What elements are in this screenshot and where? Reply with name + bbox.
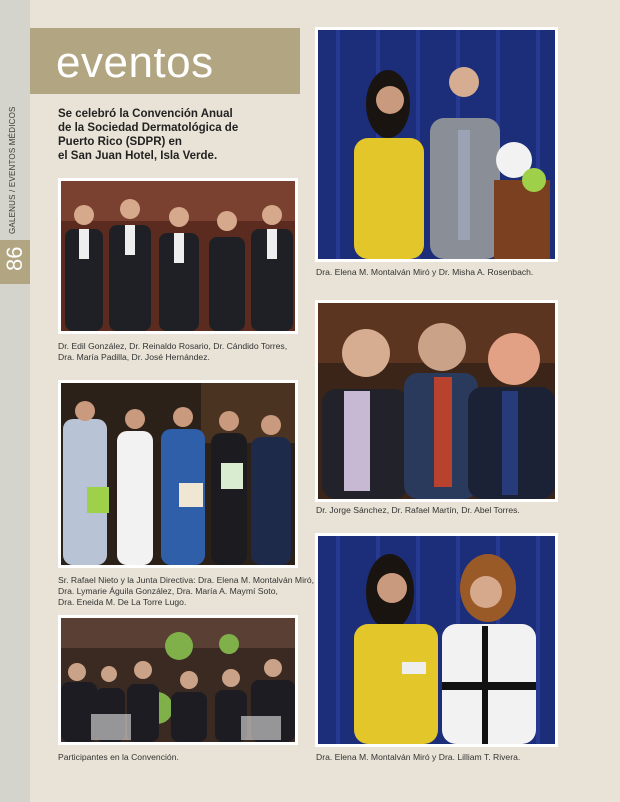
caption-photo-montalvan-rosenbach — [316, 267, 533, 278]
photo-board-group — [58, 380, 298, 568]
caption-line: Dra. Lymarie Águila González, Dra. María A. Maymí Soto, — [58, 586, 278, 596]
caption-photo-board-group — [58, 575, 314, 608]
caption-line: Dr. Jorge Sánchez, Dr. Rafael Martín, Dr. Abel Torres. — [316, 505, 520, 515]
caption-photo-three-doctors — [316, 505, 520, 516]
page-number: 86 — [2, 246, 27, 271]
caption-line: Dr. Edil González, Dr. Reinaldo Rosario, Dr. Cándido Torres, — [58, 341, 288, 351]
photo-participants — [58, 615, 298, 745]
caption-line: Sr. Rafael Nieto y la Junta Directiva: Dra. Elena M. Montalván Miró, — [58, 575, 315, 585]
caption-line: Dra. Elena M. Montalván Miró y Dra. Lilliam T. Rivera. — [316, 752, 521, 762]
section-title: eventos — [56, 38, 214, 87]
headline-line: el San Juan Hotel, Isla Verde. — [58, 150, 218, 162]
section-label: GALENUS / EVENTOS MÉDICOS — [8, 106, 17, 234]
caption-line: Dra. Eneida M. De La Torre Lugo. — [58, 597, 187, 607]
photo-group-five — [58, 178, 298, 334]
photo-three-doctors — [315, 300, 558, 502]
caption-photo-participants — [58, 752, 179, 763]
headline-line: Puerto Rico (SDPR) en — [58, 136, 182, 148]
caption-photo-montalvan-rivera — [316, 752, 520, 763]
headline-line: Se celebró la Convención Anual — [58, 108, 233, 120]
caption-line: Dra. María Padilla, Dr. José Hernández. — [58, 352, 210, 362]
photo-montalvan-rivera — [315, 533, 558, 747]
photo-montalvan-rosenbach — [315, 27, 558, 262]
caption-line: Participantes en la Convención. — [58, 752, 179, 762]
caption-line: Dra. Elena M. Montalván Miró y Dr. Misha A. Rosenbach. — [316, 267, 534, 277]
headline-line: de la Sociedad Dermatológica de — [58, 122, 239, 134]
article-headline — [58, 107, 298, 163]
caption-photo-group-five — [58, 341, 287, 363]
